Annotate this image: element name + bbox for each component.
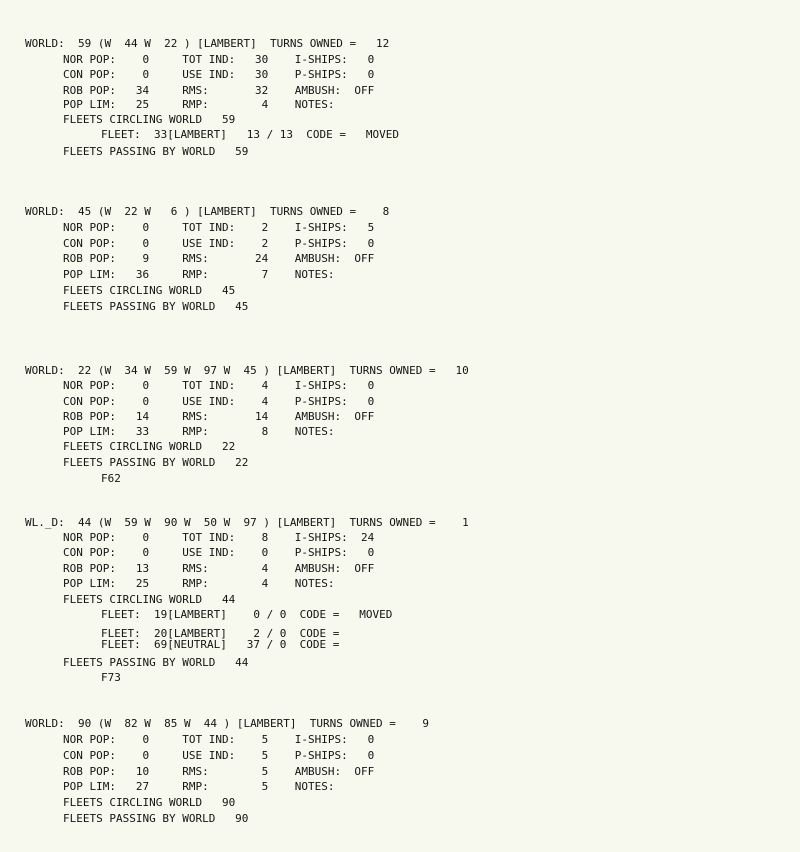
world-header: WORLD: 59 (W 44 W 22 ) [LAMBERT] TURNS OWNED = 12 xyxy=(25,37,390,50)
stats-row: ROB POP: 10 RMS: 5 AMBUSH: OFF xyxy=(63,765,375,778)
stats-row: CON POP: 0 USE IND: 2 P-SHIPS: 0 xyxy=(63,237,375,250)
fleets-circling: FLEETS CIRCLING WORLD 90 xyxy=(63,796,236,809)
world-header: WORLD: 22 (W 34 W 59 W 97 W 45 ) [LAMBERT] TURNS OWNED = 10 xyxy=(25,364,469,377)
fleets-passing: FLEETS PASSING BY WORLD 22 xyxy=(63,456,249,469)
stats-row: CON POP: 0 USE IND: 5 P-SHIPS: 0 xyxy=(63,749,375,762)
fleets-passing: FLEETS PASSING BY WORLD 59 xyxy=(63,145,249,158)
footer-code: F62 xyxy=(101,472,121,485)
stats-row: CON POP: 0 USE IND: 4 P-SHIPS: 0 xyxy=(63,395,375,408)
stats-row: NOR POP: 0 TOT IND: 30 I-SHIPS: 0 xyxy=(63,53,375,66)
fleet-row: FLEET: 19[LAMBERT] 0 / 0 CODE = MOVED xyxy=(101,608,393,621)
footer-code: F73 xyxy=(101,671,121,684)
stats-row: CON POP: 0 USE IND: 30 P-SHIPS: 0 xyxy=(63,68,375,81)
fleet-row: FLEET: 33[LAMBERT] 13 / 13 CODE = MOVED xyxy=(101,128,400,141)
stats-row: POP LIM: 33 RMP: 8 NOTES: xyxy=(63,425,335,438)
fleets-passing: FLEETS PASSING BY WORLD 90 xyxy=(63,812,249,825)
fleets-passing: FLEETS PASSING BY WORLD 45 xyxy=(63,300,249,313)
stats-row: POP LIM: 36 RMP: 7 NOTES: xyxy=(63,268,335,281)
stats-row: ROB POP: 13 RMS: 4 AMBUSH: OFF xyxy=(63,562,375,575)
fleets-passing: FLEETS PASSING BY WORLD 44 xyxy=(63,656,249,669)
stats-row: CON POP: 0 USE IND: 0 P-SHIPS: 0 xyxy=(63,546,375,559)
world-header: WORLD: 90 (W 82 W 85 W 44 ) [LAMBERT] TURNS OWNED = 9 xyxy=(25,717,429,730)
stats-row: NOR POP: 0 TOT IND: 5 I-SHIPS: 0 xyxy=(63,733,375,746)
fleets-circling: FLEETS CIRCLING WORLD 45 xyxy=(63,284,236,297)
stats-row: NOR POP: 0 TOT IND: 2 I-SHIPS: 5 xyxy=(63,221,375,234)
fleet-row: FLEET: 69[NEUTRAL] 37 / 0 CODE = xyxy=(101,638,340,651)
fleet-row: FLEET: 20[LAMBERT] 2 / 0 CODE = xyxy=(101,627,340,640)
stats-row: ROB POP: 34 RMS: 32 AMBUSH: OFF xyxy=(63,84,375,97)
fleets-circling: FLEETS CIRCLING WORLD 22 xyxy=(63,440,236,453)
stats-row: POP LIM: 27 RMP: 5 NOTES: xyxy=(63,780,335,793)
stats-row: POP LIM: 25 RMP: 4 NOTES: xyxy=(63,98,335,111)
stats-row: NOR POP: 0 TOT IND: 8 I-SHIPS: 24 xyxy=(63,531,375,544)
fleets-circling: FLEETS CIRCLING WORLD 59 xyxy=(63,113,236,126)
world-header: WL._D: 44 (W 59 W 90 W 50 W 97 ) [LAMBERT] TURNS OWNED = 1 xyxy=(25,516,469,529)
stats-row: ROB POP: 9 RMS: 24 AMBUSH: OFF xyxy=(63,252,375,265)
stats-row: ROB POP: 14 RMS: 14 AMBUSH: OFF xyxy=(63,410,375,423)
fleets-circling: FLEETS CIRCLING WORLD 44 xyxy=(63,593,236,606)
stats-row: POP LIM: 25 RMP: 4 NOTES: xyxy=(63,577,335,590)
stats-row: NOR POP: 0 TOT IND: 4 I-SHIPS: 0 xyxy=(63,379,375,392)
world-header: WORLD: 45 (W 22 W 6 ) [LAMBERT] TURNS OWNED = 8 xyxy=(25,205,390,218)
